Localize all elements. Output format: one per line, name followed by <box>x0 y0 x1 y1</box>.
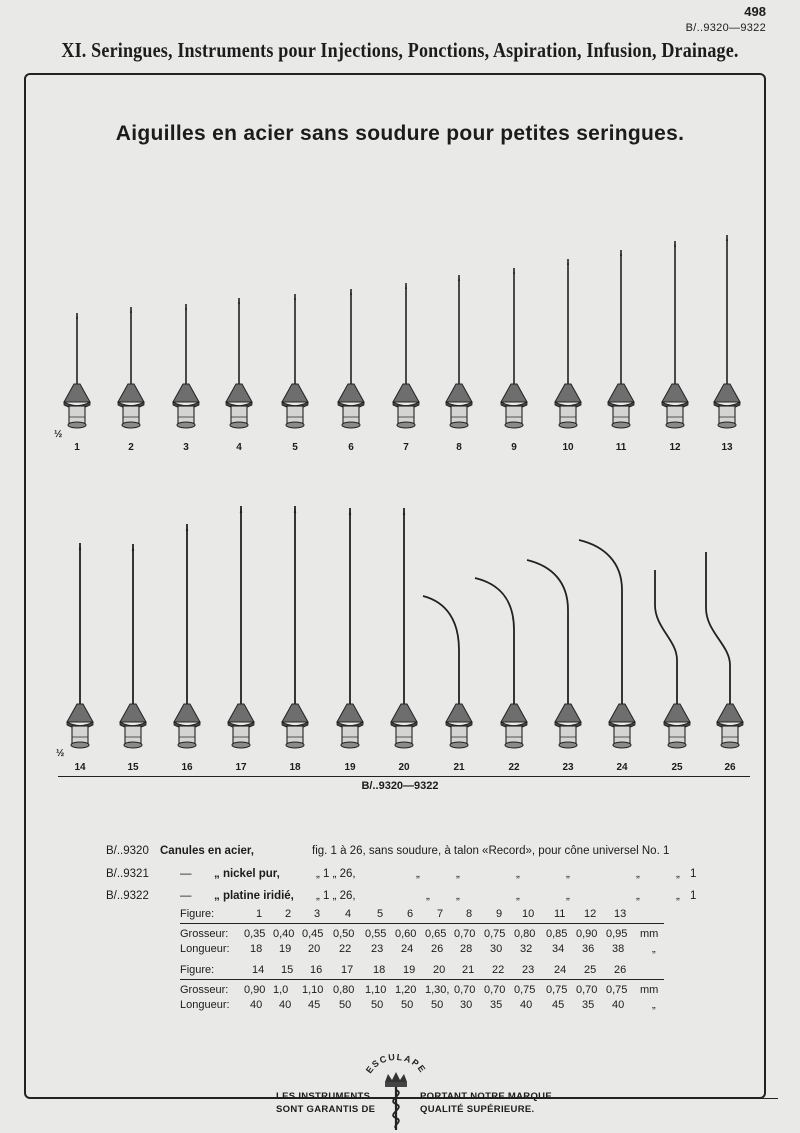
figure-number: 10 <box>562 442 574 453</box>
figure-number: 25 <box>671 762 683 773</box>
logo-text: ESCULAPE <box>363 1054 429 1076</box>
figure-number: 6 <box>348 442 354 453</box>
gauge-cell: 0,40 <box>273 928 295 940</box>
figure-cell: 20 <box>433 964 446 976</box>
length-cell: 32 <box>520 943 533 955</box>
gauge-cell: 0,90 <box>576 928 598 940</box>
gauge-cell: 0,75 <box>484 928 506 940</box>
figure-cell: 13 <box>614 908 627 920</box>
gauge-cell: 0,75 <box>514 984 536 996</box>
crown-band <box>385 1082 407 1087</box>
ditto-mark: „ <box>426 890 430 902</box>
gauge-cell: 1,30, <box>425 984 450 996</box>
scale-mark-row2: ½ <box>56 748 65 759</box>
figure-number: 13 <box>721 442 733 453</box>
length-cell: 18 <box>250 943 263 955</box>
gauge-cell: 1,0 <box>273 984 289 996</box>
figure-number: 26 <box>724 762 736 773</box>
ditto-mark: „ <box>652 999 656 1011</box>
figure-cell: 6 <box>407 908 414 920</box>
length-cell: 38 <box>612 943 625 955</box>
length-cell: 22 <box>339 943 352 955</box>
footer-left-text-1: LES INSTRUMENTS <box>276 1091 371 1102</box>
ditto-mark: „ <box>566 890 570 902</box>
page-number: 498 <box>744 4 766 19</box>
figure-cell: 8 <box>466 908 473 920</box>
footer-left-text-2: SONT GARANTIS DE <box>276 1104 376 1115</box>
figure-number: 11 <box>615 442 627 453</box>
plate-caption: B/..9320—9322 <box>361 780 439 792</box>
figure-cell: 3 <box>314 908 321 920</box>
figure-cell: 15 <box>281 964 294 976</box>
gauge-row-label: Grosseur: <box>180 984 229 996</box>
gauge-cell: 0,45 <box>302 928 324 940</box>
ditto-mark: „ <box>416 868 420 880</box>
figure-number: 5 <box>292 442 298 453</box>
product-desc: „ 1 „ 26, <box>316 890 356 902</box>
gauge-cell: 0,80 <box>514 928 536 940</box>
gauge-row-label: Grosseur: <box>180 928 229 940</box>
length-cell: 45 <box>552 999 565 1011</box>
footer-line-right <box>546 1098 778 1099</box>
product-name: Canules en acier, <box>160 845 254 857</box>
length-row-label: Longueur: <box>180 943 230 955</box>
figure-cell: 1 <box>256 908 263 920</box>
gauge-cell: 0,35 <box>244 928 266 940</box>
product-ref: B/..9322 <box>106 890 149 902</box>
gauge-cell: 0,65 <box>425 928 447 940</box>
unit-label: mm <box>640 928 659 940</box>
figure-number: 8 <box>456 442 462 453</box>
gauge-cell: 0,95 <box>606 928 628 940</box>
product-desc: fig. 1 à 26, sans soudure, à talon «Record», pour cône universel No. 1 <box>312 845 670 857</box>
product-dash: — <box>180 868 192 880</box>
figure-cell: 2 <box>285 908 292 920</box>
figure-number: 17 <box>235 762 247 773</box>
ditto-mark: „ <box>516 890 520 902</box>
gauge-cell: 0,75 <box>546 984 568 996</box>
gauge-cell: 0,90 <box>244 984 266 996</box>
length-cell: 30 <box>460 999 473 1011</box>
figure-number: 23 <box>562 762 574 773</box>
figure-row-label: Figure: <box>180 964 215 976</box>
length-cell: 24 <box>401 943 414 955</box>
length-cell: 40 <box>250 999 263 1011</box>
ditto-mark: „ <box>676 890 680 902</box>
page-reference: B/..9320—9322 <box>685 22 766 34</box>
figure-cell: 11 <box>554 908 566 920</box>
figure-number: 21 <box>453 762 465 773</box>
figure-cell: 10 <box>522 908 535 920</box>
cone-number: 1 <box>690 868 697 880</box>
figure-cell: 9 <box>496 908 503 920</box>
length-cell: 36 <box>582 943 595 955</box>
figure-cell: 4 <box>345 908 352 920</box>
ditto-mark: „ <box>456 868 460 880</box>
figure-number: 7 <box>403 442 409 453</box>
product-dash: — <box>180 890 192 902</box>
length-cell: 40 <box>612 999 625 1011</box>
figure-number: 1 <box>74 442 80 453</box>
ditto-mark: „ <box>636 868 640 880</box>
gauge-cell: 1,10 <box>302 984 324 996</box>
figure-cell: 25 <box>584 964 597 976</box>
figure-number: 14 <box>74 762 86 773</box>
product-ref: B/..9320 <box>106 845 149 857</box>
gauge-cell: 0,70 <box>576 984 598 996</box>
ditto-mark: „ <box>516 868 520 880</box>
chapter-title: XI. Seringues, Instruments pour Injections, Ponctions, Aspiration, Infusion, Drainage. <box>61 38 739 62</box>
length-cell: 40 <box>279 999 292 1011</box>
figure-cell: 14 <box>252 964 265 976</box>
length-cell: 28 <box>460 943 473 955</box>
cone-number: 1 <box>690 890 697 902</box>
figure-cell: 7 <box>437 908 444 920</box>
footer-right-text-2: QUALITÉ SUPÉRIEURE. <box>420 1104 535 1115</box>
table-rule <box>180 979 664 980</box>
length-cell: 35 <box>490 999 503 1011</box>
table-rule <box>180 923 664 924</box>
product-name: „ platine iridié, <box>214 890 294 902</box>
length-cell: 34 <box>552 943 565 955</box>
gauge-cell: 0,55 <box>365 928 387 940</box>
product-ref: B/..9321 <box>106 868 149 880</box>
figure-number: 18 <box>289 762 301 773</box>
length-cell: 50 <box>401 999 414 1011</box>
figure-cell: 21 <box>462 964 475 976</box>
gauge-cell: 0,80 <box>333 984 355 996</box>
gauge-cell: 1,10 <box>365 984 387 996</box>
figure-cell: 17 <box>341 964 354 976</box>
gauge-cell: 0,70 <box>484 984 506 996</box>
ditto-mark: „ <box>456 890 460 902</box>
section-title: Aiguilles en acier sans soudure pour petites seringues. <box>115 122 685 145</box>
gauge-cell: 0,70 <box>454 928 476 940</box>
figure-cell: 23 <box>522 964 535 976</box>
figure-number: 16 <box>181 762 193 773</box>
gauge-cell: 0,60 <box>395 928 417 940</box>
product-desc: „ 1 „ 26, <box>316 868 356 880</box>
length-cell: 26 <box>431 943 444 955</box>
figure-number: 9 <box>511 442 517 453</box>
figure-cell: 18 <box>373 964 386 976</box>
unit-label: mm <box>640 984 659 996</box>
length-cell: 30 <box>490 943 503 955</box>
length-cell: 45 <box>308 999 321 1011</box>
gauge-cell: 0,70 <box>454 984 476 996</box>
ditto-mark: „ <box>636 890 640 902</box>
length-cell: 40 <box>520 999 533 1011</box>
ditto-mark: „ <box>676 868 680 880</box>
figure-number: 24 <box>616 762 628 773</box>
gauge-cell: 0,50 <box>333 928 355 940</box>
figure-number: 19 <box>344 762 356 773</box>
footer-right-text-1: PORTANT NOTRE MARQUE <box>420 1091 552 1102</box>
footer-line-left <box>36 1098 272 1099</box>
figure-cell: 19 <box>403 964 416 976</box>
figure-number: 2 <box>128 442 134 453</box>
gauge-cell: 0,75 <box>606 984 628 996</box>
figure-number: 20 <box>398 762 410 773</box>
gauge-cell: 0,85 <box>546 928 568 940</box>
figure-number: 4 <box>236 442 242 453</box>
figure-cell: 16 <box>310 964 323 976</box>
length-row-label: Longueur: <box>180 999 230 1011</box>
figure-cell: 26 <box>614 964 627 976</box>
length-cell: 35 <box>582 999 595 1011</box>
length-cell: 50 <box>431 999 444 1011</box>
length-cell: 50 <box>371 999 384 1011</box>
product-name: „ nickel pur, <box>214 868 280 880</box>
figure-row-label: Figure: <box>180 908 215 920</box>
figure-number: 3 <box>183 442 189 453</box>
length-cell: 20 <box>308 943 321 955</box>
crown-icon <box>385 1072 407 1082</box>
length-cell: 19 <box>279 943 292 955</box>
figure-cell: 22 <box>492 964 505 976</box>
figure-number: 22 <box>508 762 520 773</box>
ditto-mark: „ <box>566 868 570 880</box>
figure-cell: 24 <box>554 964 567 976</box>
length-cell: 50 <box>339 999 352 1011</box>
figure-number: 12 <box>669 442 681 453</box>
figure-cell: 12 <box>584 908 597 920</box>
figure-number: 15 <box>127 762 139 773</box>
ditto-mark: „ <box>652 943 656 955</box>
scale-mark-row1: ½ <box>54 429 63 440</box>
figure-cell: 5 <box>377 908 384 920</box>
length-cell: 23 <box>371 943 384 955</box>
gauge-cell: 1,20 <box>395 984 417 996</box>
